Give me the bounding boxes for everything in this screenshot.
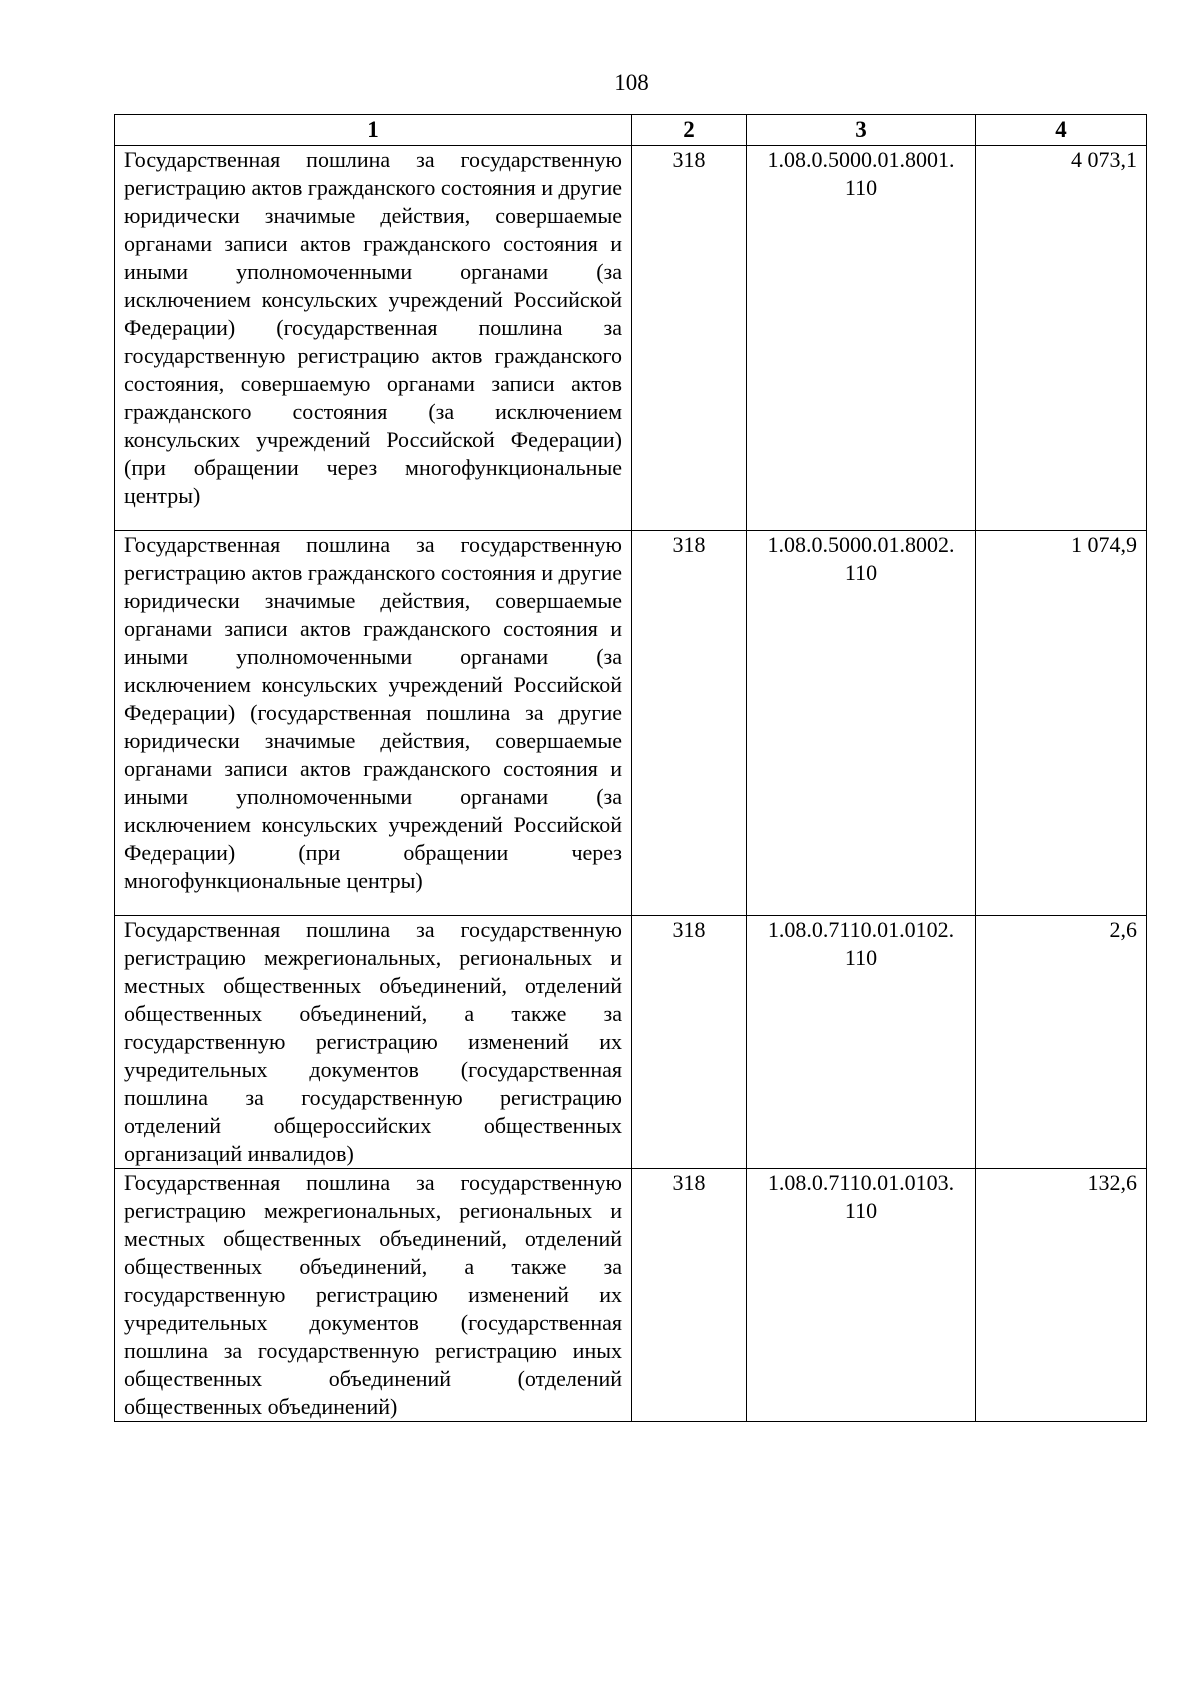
amount-cell: 2,6 (976, 916, 1147, 1169)
table-row (115, 146, 1147, 531)
column-header-3: 3 (747, 115, 976, 146)
table-row (115, 531, 1147, 916)
budget-revenue-table (114, 114, 1147, 1422)
revenue-name-cell: Государственная пошлина за государственную регистрацию межрегиональных, региональных и местных общественных объединений, отделений общественных объединений, а также за государственную регистрацию изменений их учредительных документов (государственная пошлина за государственную регистрацию иных общественных объединений (отделений общественных объединений) (115, 1169, 632, 1422)
administrator-code-cell: 318 (632, 916, 747, 1169)
classification-code-cell (747, 531, 976, 916)
revenue-name-cell: Государственная пошлина за государственную регистрацию межрегиональных, региональных и местных общественных объединений, отделений общественных объединений, а также за государственную регистрацию изменений их учредительных документов (государственная пошлина за государственную регистрацию отделений общероссийских общественных организаций инвалидов) (115, 916, 632, 1169)
administrator-code-cell: 318 (632, 1169, 747, 1422)
amount-cell: 1 074,9 (976, 531, 1147, 916)
administrator-code-cell: 318 (632, 531, 747, 916)
revenue-name-cell: Государственная пошлина за государственную регистрацию актов гражданского состояния и другие юридически значимые действия, совершаемые органами записи актов гражданского состояния и иными уполномоченными органами (за исключением консульских учреждений Российской Федерации) (государственная пошлина за государственную регистрацию актов гражданского состояния, совершаемую органами записи актов гражданского состояния (за исключением консульских учреждений Российской Федерации) (при обращении через многофункциональные центры) (115, 146, 632, 531)
amount-cell: 132,6 (976, 1169, 1147, 1422)
page-number: 108 (614, 70, 649, 95)
classification-code-text: 1.08.0.7110.01.0103. 110 (767, 1170, 955, 1223)
classification-code-text: 1.08.0.5000.01.8001. 110 (767, 147, 955, 200)
classification-code-text: 1.08.0.5000.01.8002. 110 (767, 532, 955, 585)
classification-code-cell (747, 146, 976, 531)
column-header-1: 1 (115, 115, 632, 146)
revenue-name-cell: Государственная пошлина за государственную регистрацию актов гражданского состояния и другие юридически значимые действия, совершаемые органами записи актов гражданского состояния и иными уполномоченными органами (за исключением консульских учреждений Российской Федерации) (государственная пошлина за другие юридически значимые действия, совершаемые органами записи актов гражданского состояния и иными уполномоченными органами (за исключением консульских учреждений Российской Федерации) (при обращении через многофункциональные центры) (115, 531, 632, 916)
classification-code-cell (747, 916, 976, 1169)
classification-code-cell (747, 1169, 976, 1422)
administrator-code-cell: 318 (632, 146, 747, 531)
table-header-row (115, 115, 1147, 146)
column-header-2: 2 (632, 115, 747, 146)
classification-code-text: 1.08.0.7110.01.0102. 110 (767, 917, 955, 970)
table-row (115, 1169, 1147, 1422)
table-row (115, 916, 1147, 1169)
amount-cell: 4 073,1 (976, 146, 1147, 531)
column-header-4: 4 (976, 115, 1147, 146)
